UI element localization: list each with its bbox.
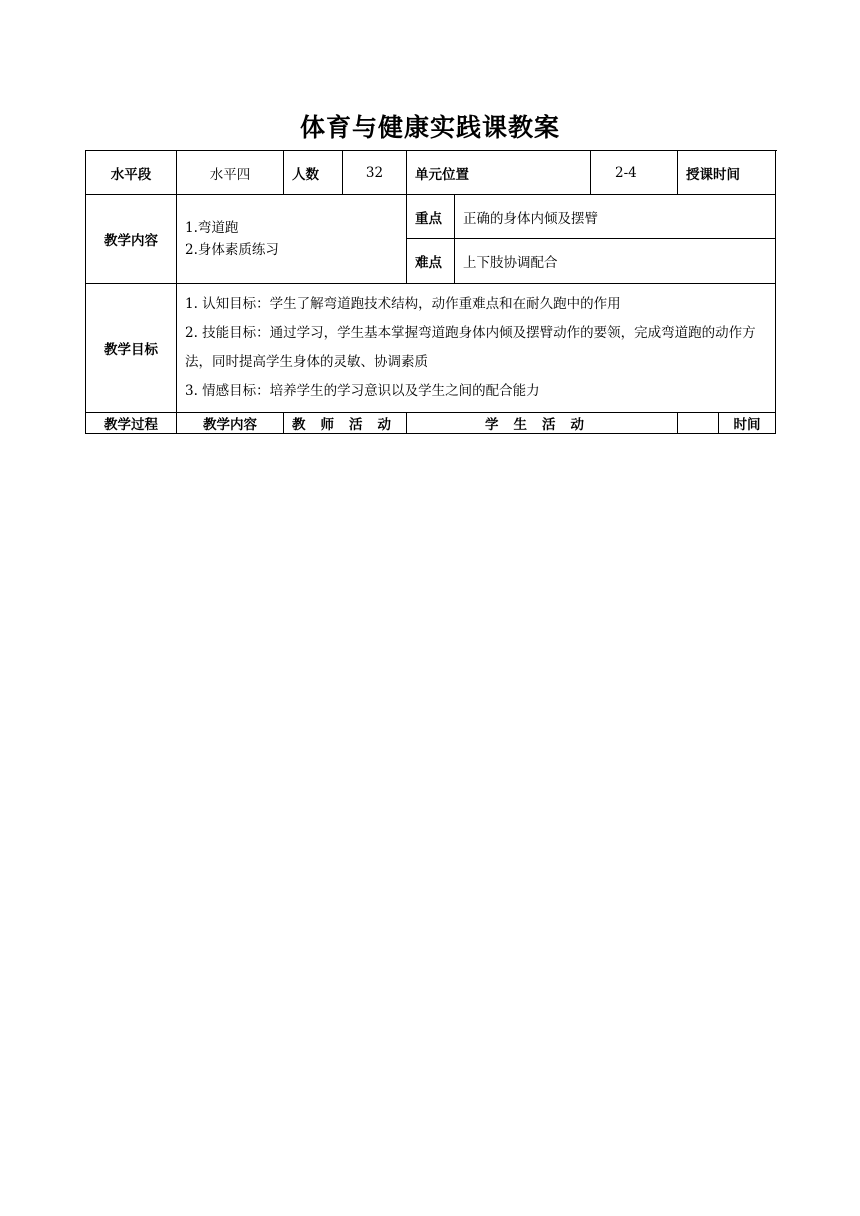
level-label: 水平段: [86, 151, 177, 195]
time-header-wrap: [678, 413, 776, 434]
count-value: 32: [343, 151, 407, 195]
process-header: 教学过程: [86, 413, 177, 434]
process-header-row: [86, 413, 776, 434]
process-content-header: 教学内容: [177, 413, 284, 434]
content-item: 2.身体素质练习: [185, 242, 279, 258]
count-label: 人数: [284, 151, 343, 195]
objective-item: 1. 认知目标：学生了解弯道跑技术结构，动作重难点和在耐久跑中的作用: [185, 296, 621, 312]
objectives-list: [177, 284, 776, 413]
lesson-plan-table: [85, 150, 776, 434]
unit-value: 2-4: [591, 151, 678, 195]
key-value: 正确的身体内倾及摆臂: [455, 195, 776, 239]
unit-label: 单元位置: [407, 151, 591, 195]
page-title: 体育与健康实践课教案: [299, 113, 560, 142]
time-header: 时间: [718, 413, 775, 433]
objectives-label: 教学目标: [86, 284, 177, 413]
key-point-row: [86, 195, 776, 239]
content-items: [177, 195, 407, 284]
info-row: [86, 151, 776, 195]
difficulty-value: 上下肢协调配合: [455, 239, 776, 284]
content-label: 教学内容: [86, 195, 177, 284]
teacher-activity-header: 教师活动: [284, 413, 407, 434]
content-item: 1.弯道跑: [185, 220, 239, 236]
objective-item: 3. 情感目标：培养学生的学习意识以及学生之间的配合能力: [185, 383, 540, 399]
key-label: 重点: [407, 195, 455, 239]
level-value: 水平四: [177, 151, 284, 195]
time-label: 授课时间: [678, 151, 776, 195]
student-activity-header: 学生活动: [407, 413, 678, 434]
objectives-row: [86, 284, 776, 413]
objective-item: 2. 技能目标：通过学习，学生基本掌握弯道跑身体内倾及摆臂动作的要领，完成弯道跑的动作方法，同时提高学生身体的灵敏、协调素质: [185, 325, 756, 370]
difficulty-label: 难点: [407, 239, 455, 284]
